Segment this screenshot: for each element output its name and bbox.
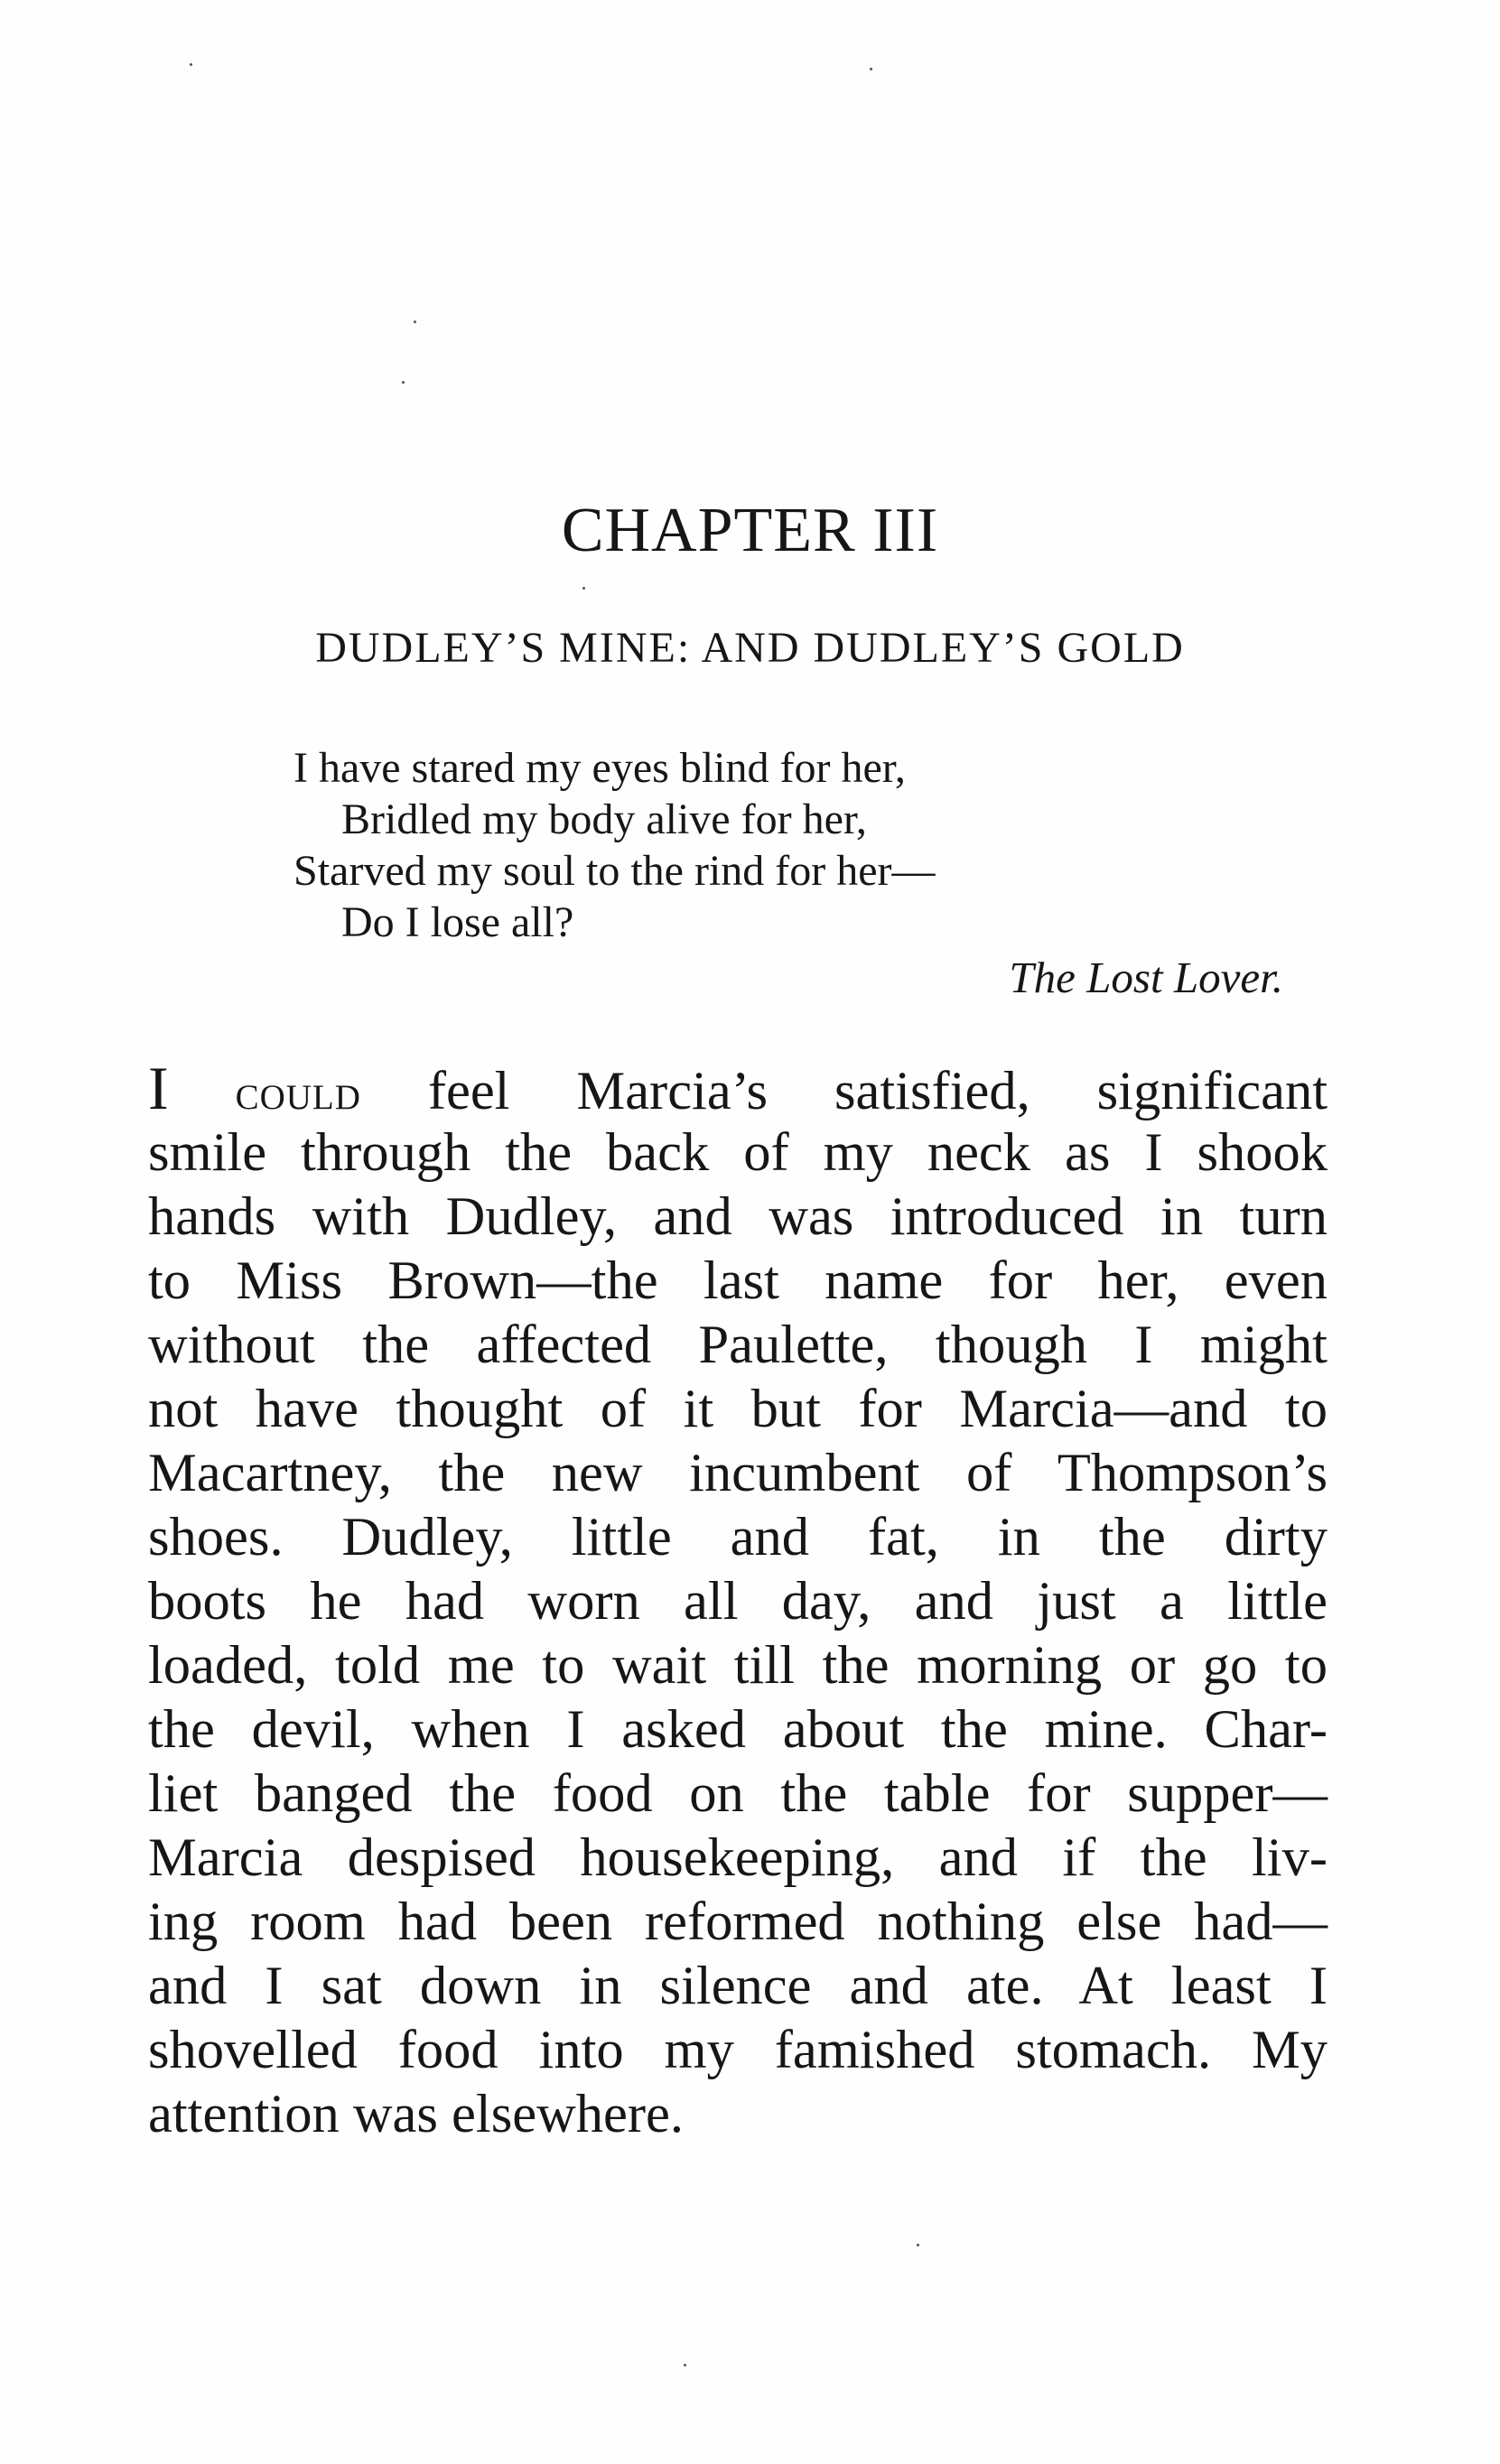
epigraph-line: Bridled my body alive for her, bbox=[341, 795, 867, 843]
print-speck bbox=[402, 381, 405, 384]
body-line: boots he had worn all day, and just a little bbox=[148, 1571, 1328, 1632]
body-line bbox=[148, 1056, 1328, 1120]
body-line: Marcia despised housekeeping, and if the liv- bbox=[148, 1827, 1328, 1888]
opening-word: I bbox=[148, 1054, 169, 1122]
body-line: Macartney, the new incumbent of Thompson’s bbox=[148, 1443, 1328, 1503]
body-line: not have thought of it but for Marcia—and to bbox=[148, 1379, 1328, 1439]
body-line: the devil, when I asked about the mine. Char- bbox=[148, 1699, 1328, 1760]
body-line: hands with Dudley, and was introduced in turn bbox=[148, 1186, 1328, 1247]
epigraph-line: Do I lose all? bbox=[341, 898, 574, 946]
body-line: smile through the back of my neck as I shook bbox=[148, 1122, 1328, 1183]
body-line-text: feel Marcia’s satisfied, significant bbox=[360, 1061, 1328, 1121]
epigraph-line: I have stared my eyes blind for her, bbox=[293, 744, 906, 792]
print-speck bbox=[414, 321, 416, 323]
body-line: ing room had been reformed nothing else had— bbox=[148, 1892, 1328, 1952]
body-line: loaded, told me to wait till the morning or go to bbox=[148, 1635, 1328, 1696]
print-speck bbox=[917, 2244, 919, 2246]
chapter-body-text bbox=[148, 1056, 1328, 2146]
body-line: to Miss Brown—the last name for her, even bbox=[148, 1251, 1328, 1311]
epigraph-line: Starved my soul to the rind for her— bbox=[293, 847, 936, 895]
print-speck bbox=[870, 68, 872, 70]
body-line: without the affected Paulette, though I might bbox=[148, 1315, 1328, 1375]
body-line: attention was elsewhere. bbox=[148, 2084, 685, 2144]
epigraph-attribution: The Lost Lover. bbox=[1009, 953, 1283, 1002]
print-speck bbox=[190, 63, 192, 66]
body-line: liet banged the food on the table for supper— bbox=[148, 1763, 1328, 1824]
body-line: shovelled food into my famished stomach. My bbox=[148, 2020, 1328, 2080]
print-speck bbox=[684, 2364, 686, 2366]
body-line: shoes. Dudley, little and fat, in the dirty bbox=[148, 1507, 1328, 1567]
chapter-title: CHAPTER III bbox=[561, 496, 939, 565]
opening-smallcaps: could bbox=[235, 1065, 361, 1120]
body-line: and I sat down in silence and ate. At least I bbox=[148, 1956, 1328, 2016]
chapter-subtitle: DUDLEY’S MINE: AND DUDLEY’S GOLD bbox=[315, 624, 1185, 672]
epigraph bbox=[293, 742, 1305, 948]
print-speck bbox=[582, 587, 585, 590]
